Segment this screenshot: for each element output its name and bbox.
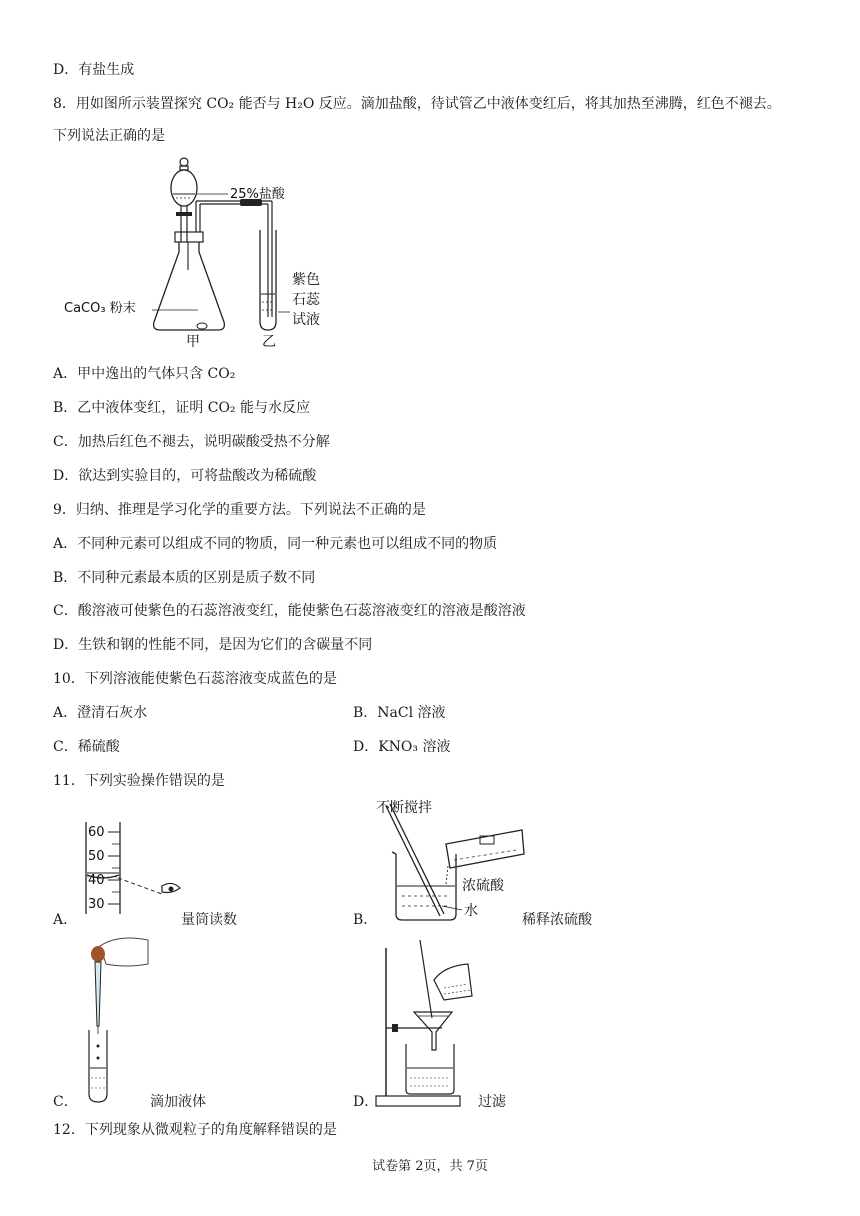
q11-figure-d-filtration (374, 940, 484, 1110)
q11-option-b-caption: 稀释浓硫酸 (522, 912, 592, 928)
q10-option-d: D．KNO₃ 溶液 (353, 739, 451, 755)
q11-figure-c-dropper (78, 934, 158, 1104)
q8-option-b: B．乙中液体变红，证明 CO₂ 能与水反应 (53, 400, 310, 416)
q9-stem: 9．归纳、推理是学习化学的重要方法。下列说法不正确的是 (53, 502, 426, 518)
q10-stem: 10．下列溶液能使紫色石蕊溶液变成蓝色的是 (53, 671, 337, 687)
q8-stem-line1: 8．用如图所示装置探究 CO₂ 能否与 H₂O 反应。滴加盐酸，待试管乙中液体变红后，将其加热至沸腾，红色不褪去。 (53, 96, 781, 112)
q8-option-c: C．加热后红色不褪去，说明碳酸受热不分解 (53, 434, 330, 450)
q8-option-d: D．欲达到实验目的，可将盐酸改为稀硫酸 (53, 468, 317, 484)
q8-stem-line2: 下列说法正确的是 (53, 128, 165, 144)
q11-option-a-letter: A． (53, 912, 78, 928)
q8-apparatus-figure (60, 152, 350, 352)
q11-figure-a-cylinder (78, 818, 188, 918)
litmus-label-2: 石蕊 (292, 292, 320, 308)
q11-figure-b-dilution (376, 798, 526, 926)
tick-30: 30 (88, 897, 105, 912)
q9-option-c: C．酸溶液可使紫色的石蕊溶液变红，能使紫色石蕊溶液变红的溶液是酸溶液 (53, 603, 526, 619)
q10-option-b: B．NaCl 溶液 (353, 705, 446, 721)
q9-option-d: D．生铁和钢的性能不同，是因为它们的含碳量不同 (53, 637, 373, 653)
q9-option-b: B．不同种元素最本质的区别是质子数不同 (53, 570, 316, 586)
q7-option-d: D．有盐生成 (53, 62, 135, 78)
water-label: 水 (464, 903, 478, 919)
q11-option-c-letter: C． (53, 1094, 78, 1110)
q11-option-c-caption: 滴加液体 (150, 1094, 206, 1110)
tube-label: 乙 (262, 334, 276, 350)
litmus-label-1: 紫色 (292, 272, 320, 288)
tick-40: 40 (88, 873, 105, 888)
q11-option-a-caption: 量筒读数 (181, 912, 237, 928)
flask-label: 甲 (186, 334, 200, 350)
litmus-label-3: 试液 (292, 312, 320, 328)
page-footer: 试卷第 2页，共 7页 (372, 1159, 488, 1174)
q11-option-d-letter: D． (353, 1094, 379, 1110)
q11-option-b-letter: B． (353, 912, 378, 928)
tick-60: 60 (88, 825, 105, 840)
tick-50: 50 (88, 849, 105, 864)
q9-option-a: A．不同种元素可以组成不同的物质，同一种元素也可以组成不同的物质 (53, 536, 498, 552)
q11-stem: 11．下列实验操作错误的是 (53, 773, 225, 789)
conc-acid-label: 浓硫酸 (462, 878, 504, 894)
q10-option-a: A．澄清石灰水 (53, 705, 148, 721)
stir-label: 不断搅拌 (376, 800, 432, 816)
q10-option-c: C．稀硫酸 (53, 739, 120, 755)
acid-label: 25%盐酸 (230, 187, 285, 202)
q11-option-d-caption: 过滤 (478, 1094, 506, 1110)
powder-label: CaCO₃ 粉末 (64, 301, 136, 316)
q8-option-a: A．甲中逸出的气体只含 CO₂ (53, 366, 236, 382)
q12-stem: 12．下列现象从微观粒子的角度解释错误的是 (53, 1122, 337, 1138)
